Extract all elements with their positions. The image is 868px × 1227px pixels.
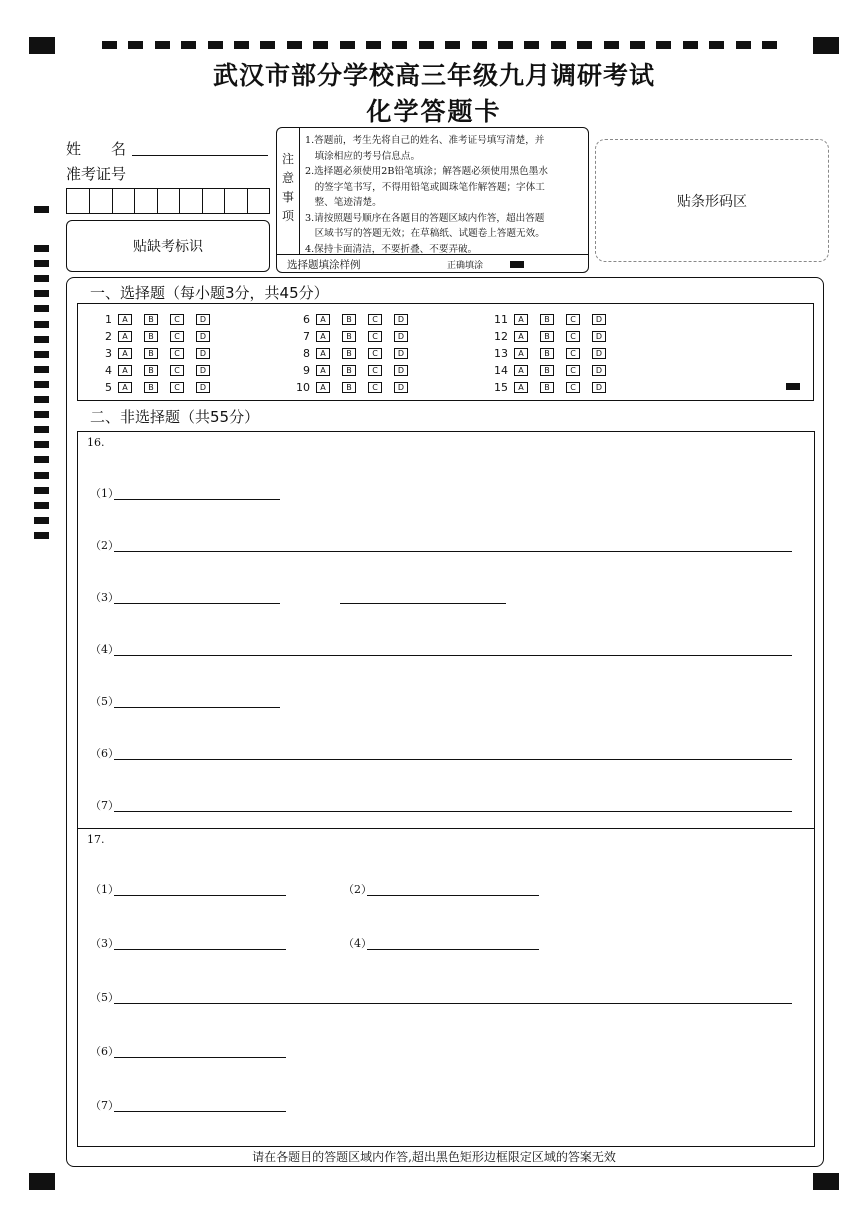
exam-id-boxes[interactable] — [66, 188, 270, 214]
option-bubble[interactable]: B — [342, 331, 356, 342]
timing-mark — [234, 41, 249, 49]
question-number: 1 — [105, 312, 112, 326]
timing-mark — [34, 336, 49, 343]
option-bubble[interactable]: B — [540, 348, 554, 359]
option-bubble[interactable]: D — [394, 348, 408, 359]
timing-mark — [683, 41, 698, 49]
choice-row — [90, 346, 222, 360]
timing-mark — [102, 41, 117, 49]
q16-part-label: （3） — [90, 591, 119, 604]
q16-answer-line[interactable] — [114, 799, 792, 812]
choice-row — [288, 312, 420, 326]
option-bubble[interactable]: D — [592, 314, 606, 325]
option-bubble[interactable]: B — [540, 365, 554, 376]
q17-answer-line[interactable] — [367, 937, 539, 950]
notes-side-char: 意 — [281, 171, 294, 185]
option-bubble[interactable]: B — [342, 382, 356, 393]
barcode-area — [595, 139, 829, 262]
section2-title: 二、非选择题（共55分） — [90, 408, 260, 426]
option-bubble[interactable]: A — [514, 314, 528, 325]
q16-number: 16. — [87, 436, 105, 449]
absent-sticker-area — [66, 220, 270, 272]
name-label: 姓 名 — [66, 140, 127, 158]
timing-mark — [34, 366, 49, 373]
q16-answer-line[interactable] — [114, 487, 280, 500]
question-number: 8 — [303, 346, 310, 360]
option-bubble[interactable]: D — [196, 331, 210, 342]
timing-mark — [34, 396, 49, 403]
question-number: 13 — [494, 346, 508, 360]
name-field[interactable] — [132, 138, 268, 156]
option-bubble[interactable]: A — [316, 382, 330, 393]
timing-mark — [709, 41, 724, 49]
option-bubble[interactable]: C — [566, 348, 580, 359]
page-title: 武汉市部分学校高三年级九月调研考试 — [212, 61, 655, 90]
option-bubble[interactable]: A — [316, 331, 330, 342]
question-number: 4 — [105, 363, 112, 377]
option-bubble[interactable]: D — [592, 365, 606, 376]
q17-answer-line[interactable] — [114, 883, 286, 896]
q17-part-label: （5） — [90, 991, 119, 1004]
timing-mark — [34, 502, 49, 509]
choice-row — [90, 363, 222, 377]
option-bubble[interactable]: C — [368, 314, 382, 325]
option-bubble[interactable]: B — [342, 314, 356, 325]
notes-side-char: 项 — [281, 209, 294, 223]
exam-id-digit-cell[interactable] — [89, 189, 90, 213]
option-bubble[interactable]: C — [368, 382, 382, 393]
option-bubble[interactable]: B — [144, 382, 158, 393]
notes-line: 填涂相应的考号信息点。 — [305, 150, 421, 162]
option-bubble[interactable]: D — [196, 314, 210, 325]
q17-part-label: （3） — [90, 937, 119, 950]
exam-id-digit-cell[interactable] — [134, 189, 135, 213]
q16-part-label: （4） — [90, 643, 119, 656]
option-bubble[interactable]: B — [144, 348, 158, 359]
choice-row — [90, 329, 222, 343]
choice-row — [486, 329, 618, 343]
timing-mark — [155, 41, 170, 49]
q16-part-label: （5） — [90, 695, 119, 708]
notes-line: 3.请按照题号顺序在各题目的答题区域内作答，超出答题 — [305, 212, 545, 224]
choice-row — [486, 346, 618, 360]
timing-mark — [34, 206, 49, 213]
option-bubble[interactable]: C — [170, 382, 184, 393]
timing-mark — [445, 41, 460, 49]
option-bubble[interactable]: A — [118, 382, 132, 393]
timing-mark — [34, 321, 49, 328]
footer-note: 请在各题目的答题区域内作答,超出黑色矩形边框限定区域的答案无效 — [252, 1150, 616, 1164]
option-bubble[interactable]: C — [566, 331, 580, 342]
barcode-label: 贴条形码区 — [677, 194, 747, 210]
question-number: 3 — [105, 346, 112, 360]
notes-line: 整、笔迹清楚。 — [305, 197, 382, 208]
question-number: 2 — [105, 329, 112, 343]
option-bubble[interactable]: C — [170, 314, 184, 325]
q17-answer-line[interactable] — [367, 883, 539, 896]
choice-row — [486, 312, 618, 326]
choice-row — [288, 346, 420, 360]
option-bubble[interactable]: C — [170, 365, 184, 376]
option-bubble[interactable]: A — [118, 331, 132, 342]
question-number: 12 — [494, 329, 508, 343]
option-bubble[interactable]: B — [342, 365, 356, 376]
corner-marker-bottom-right — [813, 1173, 839, 1190]
timing-mark — [34, 532, 49, 539]
option-bubble[interactable]: C — [170, 331, 184, 342]
timing-mark — [34, 245, 49, 252]
option-bubble[interactable]: C — [170, 348, 184, 359]
q16-part-label: （1） — [90, 487, 119, 500]
choice-row — [486, 363, 618, 377]
option-bubble[interactable]: A — [514, 331, 528, 342]
option-bubble[interactable]: D — [196, 382, 210, 393]
question-number: 10 — [296, 380, 310, 394]
timing-mark — [366, 41, 381, 49]
q17-answer-line[interactable] — [114, 1099, 286, 1112]
timing-mark — [34, 456, 49, 463]
absent-sticker-label: 贴缺考标识 — [133, 239, 203, 255]
option-bubble[interactable]: B — [144, 314, 158, 325]
timing-mark — [313, 41, 328, 49]
option-bubble[interactable]: C — [368, 365, 382, 376]
timing-mark — [34, 305, 49, 312]
question-number: 6 — [303, 312, 310, 326]
option-bubble[interactable]: C — [566, 382, 580, 393]
choice-end-marker — [786, 383, 800, 390]
option-bubble[interactable]: D — [196, 348, 210, 359]
choice-row — [90, 380, 222, 394]
q17-answer-line[interactable] — [114, 991, 792, 1004]
choice-row — [288, 380, 420, 394]
timing-mark — [208, 41, 223, 49]
timing-mark — [630, 41, 645, 49]
section1-title: 一、选择题（每小题3分，共45分） — [90, 284, 329, 302]
option-bubble[interactable]: A — [316, 314, 330, 325]
option-bubble[interactable]: D — [394, 365, 408, 376]
timing-mark — [34, 411, 49, 418]
q17-answer-line[interactable] — [114, 1045, 286, 1058]
option-bubble[interactable]: B — [144, 365, 158, 376]
option-bubble[interactable]: C — [566, 365, 580, 376]
notes-side-char: 事 — [281, 190, 294, 204]
timing-mark — [34, 351, 49, 358]
notes-line: 的签字笔书写，不得用铅笔或圆珠笔作解答题；字体工 — [305, 181, 545, 193]
option-bubble[interactable]: C — [368, 348, 382, 359]
timing-mark — [340, 41, 355, 49]
option-bubble[interactable]: D — [592, 348, 606, 359]
q17-part-label: （2） — [343, 883, 372, 896]
option-bubble[interactable]: A — [118, 365, 132, 376]
option-bubble[interactable]: C — [368, 331, 382, 342]
q17-part-label: （4） — [343, 937, 372, 950]
timing-mark — [419, 41, 434, 49]
question-number: 11 — [494, 312, 508, 326]
question-number: 7 — [303, 329, 310, 343]
correct-fill-sample — [510, 261, 524, 268]
q17-answer-line[interactable] — [114, 937, 286, 950]
exam-id-label: 准考证号 — [66, 165, 127, 183]
option-bubble[interactable]: B — [342, 348, 356, 359]
timing-mark — [260, 41, 275, 49]
timing-mark — [551, 41, 566, 49]
q16-answer-line[interactable] — [114, 591, 280, 604]
timing-mark — [34, 381, 49, 388]
option-bubble[interactable]: B — [540, 382, 554, 393]
exam-id-digit-cell[interactable] — [224, 189, 225, 213]
q16-answer-line[interactable] — [340, 591, 506, 604]
option-bubble[interactable]: A — [316, 348, 330, 359]
notes-line: 区域书写的答题无效；在草稿纸、试题卷上答题无效。 — [305, 228, 545, 239]
notes-side-label — [279, 150, 297, 226]
option-bubble[interactable]: B — [540, 314, 554, 325]
question-number: 15 — [494, 380, 508, 394]
choice-row — [288, 363, 420, 377]
notes-box — [276, 127, 589, 273]
question-number: 14 — [494, 363, 508, 377]
timing-mark — [34, 441, 49, 448]
option-bubble[interactable]: D — [394, 314, 408, 325]
option-bubble[interactable]: D — [196, 365, 210, 376]
option-bubble[interactable]: A — [316, 365, 330, 376]
option-bubble[interactable]: C — [566, 314, 580, 325]
notes-text — [305, 133, 587, 257]
exam-id-digit-cell[interactable] — [179, 189, 180, 213]
q17-part-label: （6） — [90, 1045, 119, 1058]
choice-row — [486, 380, 618, 394]
timing-mark — [34, 472, 49, 479]
timing-mark — [34, 487, 49, 494]
option-bubble[interactable]: D — [592, 331, 606, 342]
timing-mark — [577, 41, 592, 49]
q17-number: 17. — [87, 833, 105, 846]
q16-answer-line[interactable] — [114, 539, 792, 552]
q16-answer-line[interactable] — [114, 695, 280, 708]
exam-id-digit-cell[interactable] — [112, 189, 113, 213]
corner-marker-top-left — [29, 37, 55, 54]
q16-answer-line[interactable] — [114, 747, 792, 760]
timing-mark — [34, 260, 49, 267]
sample-label: 选择题填涂样例 — [287, 259, 361, 271]
choice-row — [288, 329, 420, 343]
notes-line: 4.保持卡面清洁，不要折叠、不要弄破。 — [305, 243, 478, 255]
q16-part-label: （2） — [90, 539, 119, 552]
timing-mark — [736, 41, 751, 49]
choice-row — [90, 312, 222, 326]
timing-mark — [128, 41, 143, 49]
notes-line: 2.选择题必须使用2B铅笔填涂；解答题必须使用黑色墨水 — [305, 166, 548, 177]
timing-mark — [34, 275, 49, 282]
option-bubble[interactable]: D — [592, 382, 606, 393]
option-bubble[interactable]: A — [118, 348, 132, 359]
timing-mark — [392, 41, 407, 49]
corner-marker-top-right — [813, 37, 839, 54]
timing-mark — [524, 41, 539, 49]
timing-mark — [34, 517, 49, 524]
timing-mark — [472, 41, 487, 49]
timing-mark — [287, 41, 302, 49]
q17-part-label: （7） — [90, 1099, 119, 1112]
corner-marker-bottom-left — [29, 1173, 55, 1190]
q17-part-label: （1） — [90, 883, 119, 896]
option-bubble[interactable]: B — [540, 331, 554, 342]
timing-mark — [604, 41, 619, 49]
option-bubble[interactable]: A — [514, 348, 528, 359]
timing-mark — [34, 290, 49, 297]
option-bubble[interactable]: A — [118, 314, 132, 325]
option-bubble[interactable]: D — [394, 382, 408, 393]
q16-answer-line[interactable] — [114, 643, 792, 656]
timing-mark — [181, 41, 196, 49]
option-bubble[interactable]: A — [514, 382, 528, 393]
option-bubble[interactable]: D — [394, 331, 408, 342]
question-number: 5 — [105, 380, 112, 394]
correct-fill-label: 正确填涂 — [447, 261, 484, 271]
notes-side-char: 注 — [281, 152, 294, 166]
exam-id-digit-cell[interactable] — [157, 189, 158, 213]
q16-part-label: （6） — [90, 747, 119, 760]
exam-id-digit-cell[interactable] — [202, 189, 203, 213]
option-bubble[interactable]: A — [514, 365, 528, 376]
q16-part-label: （7） — [90, 799, 119, 812]
timing-mark — [762, 41, 777, 49]
option-bubble[interactable]: B — [144, 331, 158, 342]
page-subtitle: 化学答题卡 — [366, 97, 502, 126]
question-number: 9 — [303, 363, 310, 377]
timing-mark — [34, 426, 49, 433]
notes-line: 1.答题前，考生先将自己的姓名、准考证号填写清楚，并 — [305, 135, 545, 146]
exam-id-digit-cell[interactable] — [247, 189, 248, 213]
timing-mark — [498, 41, 513, 49]
timing-mark — [656, 41, 671, 49]
